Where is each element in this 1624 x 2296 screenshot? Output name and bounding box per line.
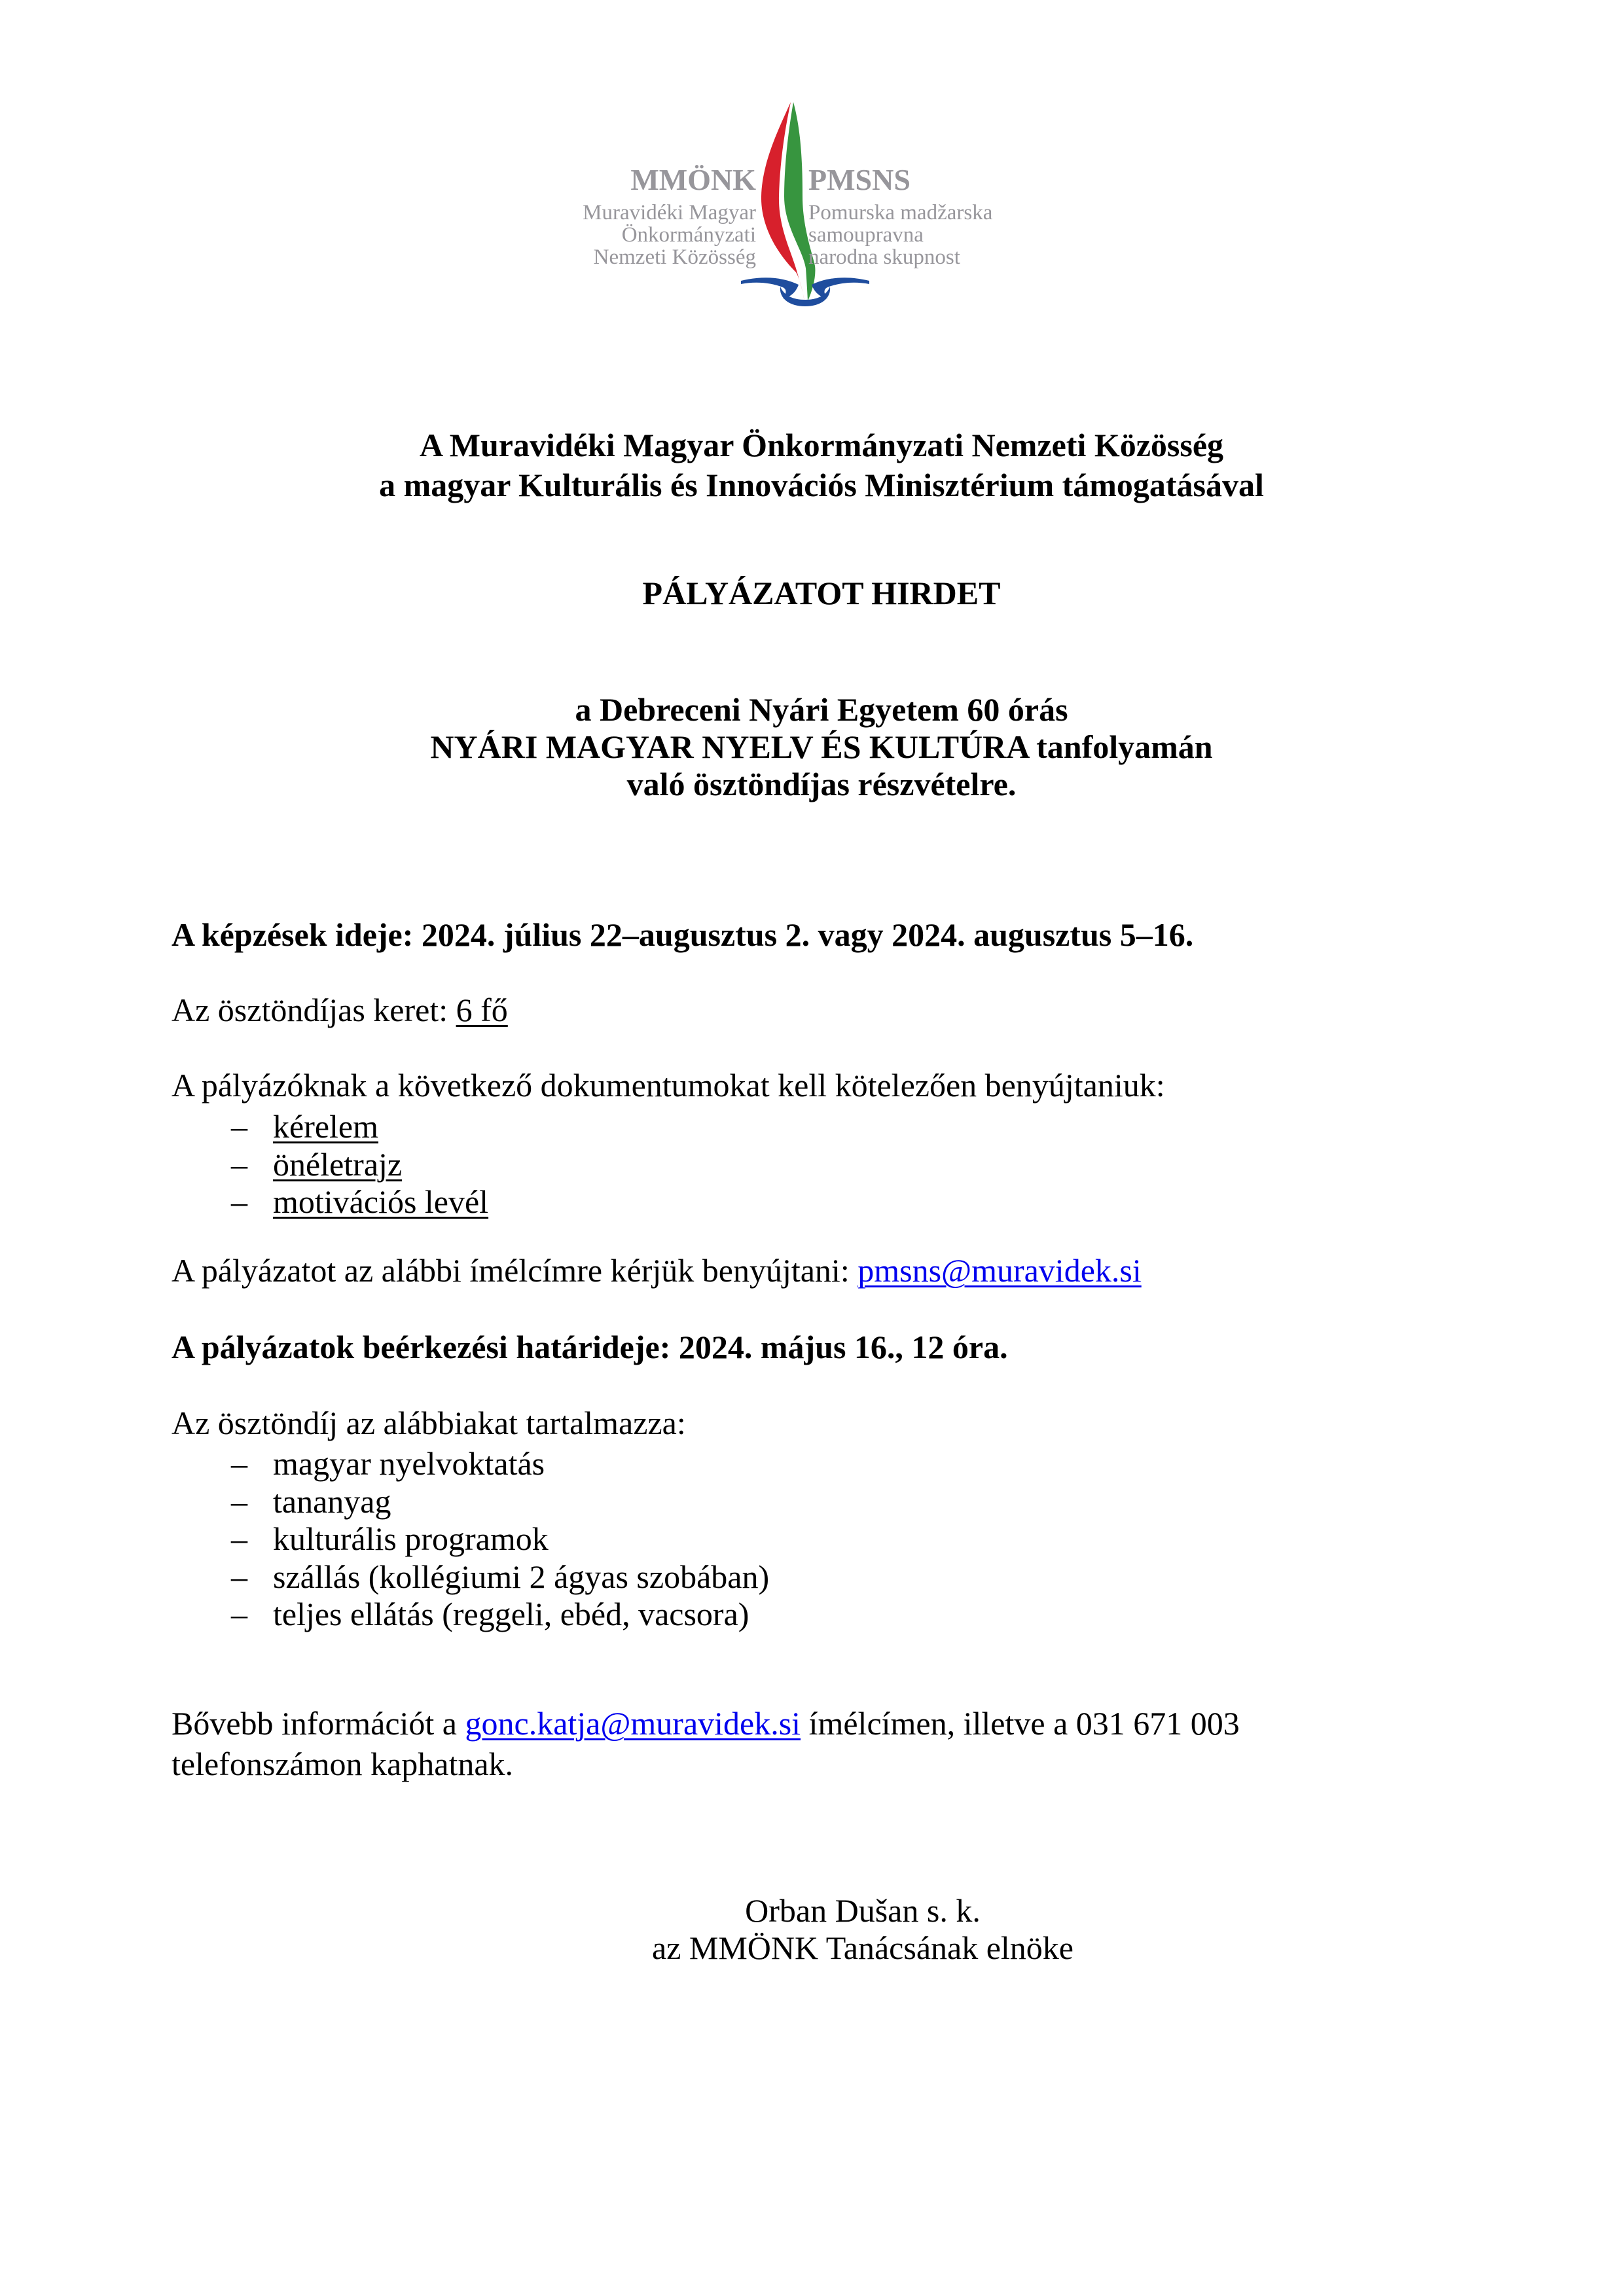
logo-acronym-hungarian: MMÖNK — [630, 163, 756, 196]
document-item: motivációs levél — [273, 1183, 489, 1220]
logo-left-line: Nemzeti Közösség — [593, 245, 756, 269]
schedule-line: A képzések ideje: 2024. július 22–augusztus 2. vagy 2024. augusztus 5–16. — [171, 916, 1194, 953]
announcement-heading: PÁLYÁZATOT HIRDET — [642, 575, 1001, 611]
info-suffix: ímélcímen, illetve a 031 671 003 — [801, 1705, 1240, 1742]
course-title — [430, 691, 1212, 803]
submit-line — [171, 1252, 1142, 1289]
list-item — [171, 1183, 488, 1221]
document-item: önéletrajz — [273, 1145, 403, 1183]
signature-name: Orban Dušan s. k. — [745, 1892, 981, 1929]
info-prefix: Bővebb információt a — [171, 1705, 465, 1742]
course-title-line1: a Debreceni Nyári Egyetem 60 órás — [575, 691, 1068, 728]
dash-marker: – — [231, 1558, 247, 1595]
wave-right-icon — [812, 278, 869, 298]
includes-list — [171, 1445, 769, 1634]
logo-right-caption — [808, 202, 992, 268]
dash-marker: – — [231, 1108, 247, 1145]
logo-left-line: Önkormányzati — [621, 223, 756, 247]
wave-left-icon — [741, 278, 799, 298]
quota-line — [171, 992, 508, 1029]
deadline-line: A pályázatok beérkezési határideje: 2024. május 16., 12 óra. — [171, 1329, 1008, 1365]
more-info-line2: telefonszámon kaphatnak. — [171, 1745, 514, 1782]
signature-block — [652, 1892, 1074, 1967]
include-item: magyar nyelvoktatás — [273, 1445, 545, 1482]
dash-marker: – — [231, 1520, 247, 1557]
list-item — [171, 1483, 769, 1521]
list-item — [171, 1445, 769, 1483]
logo-acronym-slovenian: PMSNS — [808, 163, 911, 196]
dash-marker: – — [231, 1145, 247, 1183]
logo-right-line: samoupravna — [808, 223, 924, 247]
logo-right-line: Pomurska madžarska — [808, 201, 993, 224]
org-title-line2: a magyar Kulturális és Innovációs Minisztérium támogatásával — [379, 467, 1264, 503]
include-item: tananyag — [273, 1482, 391, 1520]
documents-list — [171, 1108, 488, 1221]
more-info-paragraph — [171, 1704, 1240, 1784]
list-item — [171, 1108, 488, 1146]
list-item — [171, 1520, 769, 1558]
submit-email-link[interactable]: pmsns@muravidek.si — [857, 1252, 1142, 1289]
list-item — [171, 1558, 769, 1596]
includes-intro: Az ösztöndíj az alábbiakat tartalmazza: — [171, 1405, 686, 1441]
quota-label: Az ösztöndíjas keret: — [171, 992, 456, 1028]
logo-left-line: Muravidéki Magyar — [583, 201, 756, 224]
document-item: kérelem — [273, 1108, 379, 1145]
quota-value: 6 fő — [456, 992, 508, 1028]
documents-intro: A pályázóknak a következő dokumentumokat kell kötelezően benyújtaniuk: — [171, 1067, 1165, 1103]
logo-left-caption — [583, 202, 756, 268]
org-title-line1: A Muravidéki Magyar Önkormányzati Nemzeti Közösség — [419, 427, 1224, 463]
list-item — [171, 1596, 769, 1634]
logo-right-line: narodna skupnost — [808, 245, 960, 269]
dash-marker: – — [231, 1445, 247, 1482]
dash-marker: – — [231, 1482, 247, 1520]
course-title-line3: való ösztöndíjas részvételre. — [626, 766, 1017, 802]
course-title-line2: NYÁRI MAGYAR NYELV ÉS KULTÚRA tanfolyamán — [430, 728, 1213, 765]
info-email-link[interactable]: gonc.katja@muravidek.si — [465, 1705, 801, 1742]
signature-role: az MMÖNK Tanácsának elnöke — [652, 1929, 1074, 1966]
list-item — [171, 1146, 488, 1184]
include-item: szállás (kollégiumi 2 ágyas szobában) — [273, 1558, 770, 1595]
dash-marker: – — [231, 1596, 247, 1632]
document-title — [379, 425, 1264, 505]
more-info-line1 — [171, 1704, 1240, 1744]
include-item: teljes ellátás (reggeli, ebéd, vacsora) — [273, 1596, 749, 1632]
submit-prefix: A pályázatot az alábbi ímélcímre kérjük benyújtani: — [171, 1252, 858, 1289]
logo-left-block — [583, 164, 756, 268]
logo-right-block — [808, 164, 992, 268]
dash-marker: – — [231, 1183, 247, 1220]
include-item: kulturális programok — [273, 1520, 549, 1557]
